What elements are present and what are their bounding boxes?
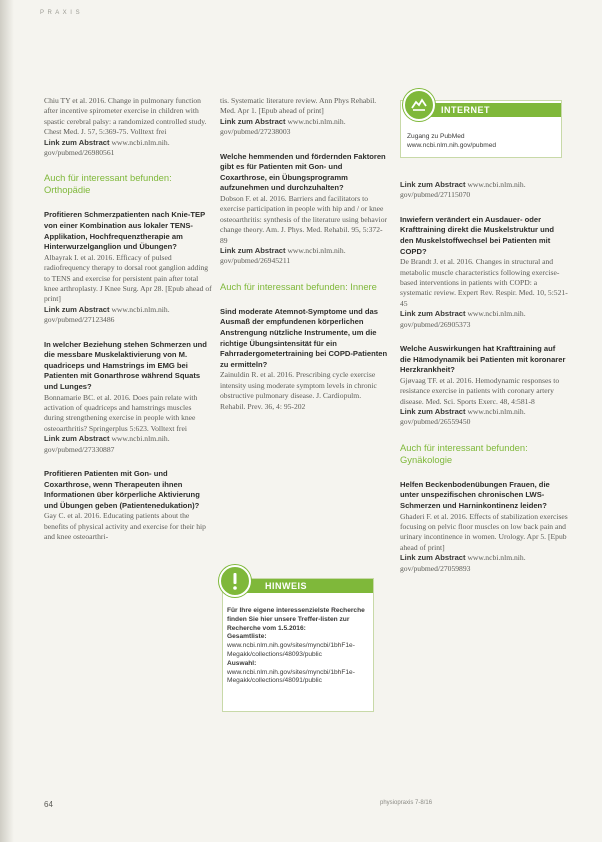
citation-text: Dobson F. et al. 2016. Barriers and facilitators to exercise participation in people with hip and / or knee osteoarthritis: synthesis of the literature using behavior change theory. Am. J. Phys. Med. Rehabil. 95, 5:372-89 xyxy=(220,194,388,245)
hint-box-title: HINWEIS xyxy=(247,579,373,593)
abstract-link[interactable]: Link zum Abstract www.ncbi.nlm.nih. gov/pubmed/26945211 xyxy=(220,246,346,266)
question-heading: Profitieren Patienten mit Gon- und Coxarthrose, wenn Therapeuten ihnen Informationen über körperliche Aktivierung und Übungen geben (Patientenedukation)? xyxy=(44,469,200,510)
section-heading-innere: Auch für interessant befunden: Innere xyxy=(220,280,377,292)
question-heading: Sind moderate Atemnot-Symptome und das Ausmaß der empfundenen körperlichen Anstrengung nützliche Instrumente, um die richtige Übungsintensität für ein Fahrradergometertraining bei COPD-Patienten zu ermitteln? xyxy=(220,306,388,369)
intro-text: Chiu TY et al. 2016. Change in pulmonary function after incentive spirometer exercise in children with spastic cerebral palsy: a randomized controlled study. Chest Med. J. 57, 5:369-75. Volltext frei xyxy=(44,96,207,137)
globe-hand-icon xyxy=(403,89,435,121)
citation-text: Zainuldin R. et al. 2016. Prescribing cycle exercise intensity using moderate symptom levels in chronic obstructive pulmonary disease. J. Cardiopulm. Rehabil. Prev. 36, 4: 95-202 xyxy=(220,370,377,411)
running-head: P R A X I S xyxy=(40,10,81,16)
page-number: 64 xyxy=(44,800,53,809)
internet-box xyxy=(400,100,562,158)
question-heading: Welche hemmenden und fördernden Faktoren gibt es für Patienten mit Gon- und Coxarthrose, ein Übungsprogramm aufzunehmen und durchzuhalten? xyxy=(220,151,386,193)
abstract-link[interactable]: Link zum Abstract www.ncbi.nlm.nih. gov/pubmed/27123486 xyxy=(44,304,170,325)
column-2 xyxy=(220,96,388,412)
abstract-link[interactable]: Link zum Abstract www.ncbi.nlm.nih. gov/pubmed/27115070 xyxy=(400,180,526,200)
page-edge xyxy=(0,0,14,842)
citation-text: De Brandt J. et al. 2016. Changes in structural and metabolic muscle characteristics following exercise-based interventions in patients with COPD: a systematic review. Expert Rev. Respir. Med. 10, 5:521-45 xyxy=(400,257,568,308)
internet-box-text: Zugang zu PubMed www.ncbi.nlm.nih.gov/pubmed xyxy=(407,133,497,149)
question-heading: Profitieren Schmerzpatienten nach Knie-TEP von einer Kombination aus lokaler TENS-Applikation, Hochfrequenztherapie am Hinterwurzelganglion und Übungen? xyxy=(44,210,206,252)
question-heading: Helfen Beckenbodenübungen Frauen, die unter unspezifischen chronischen LWS-Schmerzen und Harninkontinenz leiden? xyxy=(400,479,550,511)
section-heading-orthopaedie: Auch für interessant befunden: Orthopädie xyxy=(44,172,172,196)
citation-text: Gjøvaag TF. et al. 2016. Hemodynamic responses to resistance exercise in patients with coronary artery disease. Med. Sci. Sports Exerc. 48, 4:581-8 xyxy=(400,375,560,406)
section-heading-gynaekologie: Auch für interessant befunden: Gynäkologie xyxy=(400,441,528,465)
question-heading: In welcher Beziehung stehen Schmerzen und die messbare Muskelaktivierung von M. quadriceps und Hamstrings im EMG bei Patienten mit Gonarthrose während Squats und Lunges? xyxy=(44,339,207,392)
hint-url-2[interactable]: www.ncbi.nlm.nih.gov/sites/myncbi/1bhF1e-Megakk/collections/48091/public xyxy=(227,668,355,685)
citation-text: Bonnamarie BC. et al. 2016. Does pain relate with activation of quadriceps and hamstrings muscles during strengthening exercise in people with knee osteoarthritis? Springerplus 5:623. Volltext frei xyxy=(44,392,198,433)
question-heading: Inwiefern verändert ein Ausdauer- oder Krafttraining direkt die Muskelstruktur und den Muskelstoffwechsel bei Patienten mit COPD? xyxy=(400,214,555,256)
column-1 xyxy=(44,96,212,543)
footer-text: physiopraxis 7-8/16 xyxy=(380,800,433,806)
abstract-link[interactable]: Link zum Abstract www.ncbi.nlm.nih. gov/pubmed/26980561 xyxy=(44,137,170,158)
citation-text: Ghaderi F. et al. 2016. Effects of stabilization exercises focusing on pelvic floor muscles on low back pain and urinary incontinence in women. Urology. Apr 5. [Epub ahead of print] xyxy=(400,511,568,552)
abstract-link[interactable]: Link zum Abstract www.ncbi.nlm.nih. gov/pubmed/27330887 xyxy=(44,434,170,454)
internet-box-title: INTERNET xyxy=(423,103,561,117)
exclamation-icon xyxy=(219,565,251,597)
citation-text: Gay C. et al. 2016. Educating patients about the benefits of physical activity and exercise for their hip and knee osteoarthri- xyxy=(44,511,206,542)
hint-box xyxy=(222,578,374,712)
hint-url-1[interactable]: www.ncbi.nlm.nih.gov/sites/myncbi/1bhF1e-Megakk/collections/48093/public xyxy=(227,642,355,658)
abstract-link[interactable]: Link zum Abstract www.ncbi.nlm.nih. gov/pubmed/27238003 xyxy=(220,116,346,137)
pubmed-link[interactable]: www.ncbi.nlm.nih.gov/pubmed xyxy=(407,141,497,149)
column-3 xyxy=(400,180,568,574)
hint-box-text: Für Ihre eigene interessenzielste Recherche finden Sie hier unsere Treffer-listen zur Recherche vom 1.5.2016: Gesamtliste: www.ncbi.nlm.nih.gov/sites/myncbi/1bhF1e-Megakk/collections/48093/public Auswahl: www.ncbi.nlm.nih.gov/sites/myncbi/1bhF1e-Megakk/collections/48091/public xyxy=(227,607,369,686)
question-heading: Welche Auswirkungen hat Krafttraining auf die Hämodynamik bei Patienten mit koronarer Herzkrankheit? xyxy=(400,344,566,375)
abstract-link[interactable]: Link zum Abstract www.ncbi.nlm.nih. gov/pubmed/26559450 xyxy=(400,407,526,427)
abstract-link[interactable]: Link zum Abstract www.ncbi.nlm.nih. gov/pubmed/27059893 xyxy=(400,553,526,573)
abstract-link[interactable]: Link zum Abstract www.ncbi.nlm.nih. gov/pubmed/26905373 xyxy=(400,309,526,329)
citation-text: tis. Systematic literature review. Ann Phys Rehabil. Med. Apr 1. [Epub ahead of print] xyxy=(220,96,377,116)
citation-text: Albayrak I. et al. 2016. Efficacy of pulsed radiofrequency therapy to dorsal root ganglion adding to TENS and exercise for persistent pain after total knee arthroplasty. J Knee Surg. Apr 28. [Epub ahead of print] xyxy=(44,252,212,304)
